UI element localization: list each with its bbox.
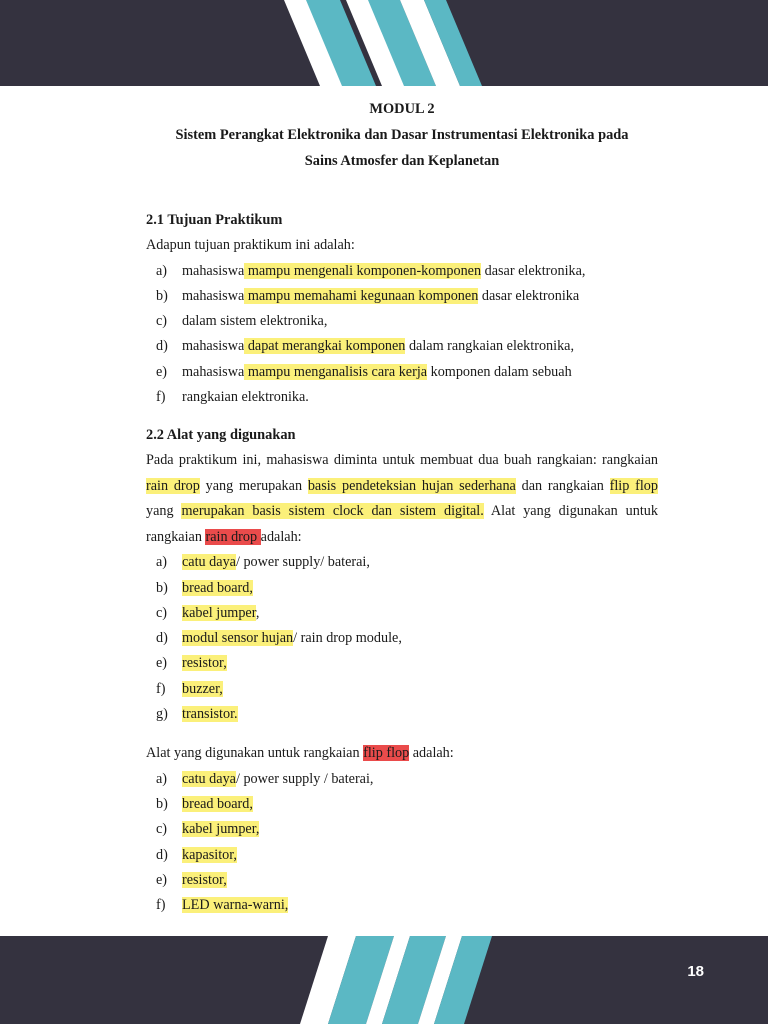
item-text-after: / rain drop module, xyxy=(293,630,402,647)
list-item xyxy=(146,284,658,309)
item-highlight: modul sensor hujan xyxy=(182,630,294,647)
section-2-1-intro: Adapun tujuan praktikum ini adalah: xyxy=(146,237,355,253)
list-item xyxy=(146,309,658,334)
item-text-after: , xyxy=(255,604,260,621)
item-text-after: dasar elektronika xyxy=(478,287,580,304)
para-highlight: rain drop xyxy=(146,477,200,494)
flip-flop-tools-list xyxy=(146,767,658,919)
item-highlight: LED warna-warni, xyxy=(182,897,289,914)
list-marker: f) xyxy=(156,897,166,914)
list-item xyxy=(146,702,658,727)
list-item xyxy=(146,792,658,817)
item-highlight: bread board, xyxy=(182,796,253,813)
item-text-after: dalam rangkaian elektronika, xyxy=(405,338,575,355)
item-highlight: resistor, xyxy=(182,655,227,672)
para-text: dan rangkaian xyxy=(515,477,610,494)
item-highlight: kapasitor, xyxy=(182,846,237,863)
item-text-after: / power supply/ baterai, xyxy=(235,554,370,571)
item-text: mahasiswa xyxy=(182,363,245,380)
page-content xyxy=(146,96,658,919)
list-marker: b) xyxy=(156,579,168,596)
item-highlight: mampu mengenali komponen-komponen xyxy=(244,262,482,279)
item-text-after: / power supply / baterai, xyxy=(235,770,374,787)
para-text: Pada praktikum ini, mahasiswa diminta untuk membuat dua buah rangkaian: rangkaian xyxy=(146,452,658,469)
header-band xyxy=(0,0,768,86)
list-marker: f) xyxy=(156,680,166,697)
item-highlight: mampu memahami kegunaan komponen xyxy=(244,287,479,304)
item-text: mahasiswa xyxy=(182,287,245,304)
para-red-highlight: flip flop xyxy=(363,745,410,762)
list-item xyxy=(146,626,658,651)
list-marker: e) xyxy=(156,363,168,380)
module-title-line1: MODUL 2 xyxy=(369,101,435,117)
item-text: mahasiswa xyxy=(182,338,245,355)
list-marker: d) xyxy=(156,630,168,647)
list-item xyxy=(146,868,658,893)
list-item xyxy=(146,576,658,601)
list-item xyxy=(146,550,658,575)
item-highlight: transistor. xyxy=(182,706,238,723)
item-highlight: bread board, xyxy=(182,579,253,596)
rain-drop-tools-list xyxy=(146,550,658,727)
footer-stripes-graphic xyxy=(0,936,768,1024)
item-text: dalam sistem elektronika, xyxy=(182,313,328,330)
list-marker: b) xyxy=(156,796,168,813)
list-marker: d) xyxy=(156,338,168,355)
list-item xyxy=(146,651,658,676)
list-marker: g) xyxy=(156,706,168,723)
objectives-list xyxy=(146,259,658,411)
list-item xyxy=(146,767,658,792)
footer-band xyxy=(0,936,768,1024)
list-item xyxy=(146,843,658,868)
list-item xyxy=(146,360,658,385)
item-text-after: komponen dalam sebuah xyxy=(427,363,572,380)
list-marker: c) xyxy=(156,821,168,838)
section-2-2-heading: 2.2 Alat yang digunakan xyxy=(146,427,296,444)
list-item xyxy=(146,817,658,842)
list-marker: e) xyxy=(156,872,168,889)
para-text: yang xyxy=(146,503,182,520)
module-title xyxy=(146,96,658,174)
para-text: yang merupakan xyxy=(199,477,308,494)
module-title-line2: Sistem Perangkat Elektronika dan Dasar Instrumentasi Elektronika pada xyxy=(175,127,629,143)
flip-flop-intro xyxy=(146,741,658,767)
para-red-highlight: rain drop xyxy=(205,528,261,545)
item-text-after: dasar elektronika, xyxy=(481,262,586,279)
list-item xyxy=(146,334,658,359)
para-highlight: basis pendeteksian hujan sederhana xyxy=(307,477,516,494)
para-text: Alat yang digunakan untuk rangkaian xyxy=(146,745,364,762)
list-marker: b) xyxy=(156,287,168,304)
list-marker: d) xyxy=(156,846,168,863)
list-item xyxy=(146,385,658,410)
para-text: adalah: xyxy=(260,528,302,545)
list-marker: c) xyxy=(156,604,168,621)
list-item xyxy=(146,259,658,284)
header-stripes-graphic xyxy=(0,0,768,86)
item-highlight: dapat merangkai komponen xyxy=(244,338,406,355)
section-2-2-paragraph xyxy=(146,448,658,550)
list-item xyxy=(146,893,658,918)
list-item xyxy=(146,601,658,626)
para-highlight: flip flop xyxy=(609,477,658,494)
list-marker: e) xyxy=(156,655,168,672)
item-highlight: kabel jumper xyxy=(182,604,256,621)
item-text: mahasiswa xyxy=(182,262,245,279)
list-marker: a) xyxy=(156,262,168,279)
item-highlight: catu daya xyxy=(182,770,236,787)
list-marker: f) xyxy=(156,388,166,405)
item-highlight: resistor, xyxy=(182,872,227,889)
list-marker: a) xyxy=(156,554,168,571)
para-text: adalah: xyxy=(409,745,454,762)
para-highlight: merupakan basis sistem clock dan sistem digital. xyxy=(181,503,484,520)
list-marker: c) xyxy=(156,313,168,330)
item-highlight: mampu menganalisis cara kerja xyxy=(244,363,428,380)
item-highlight: catu daya xyxy=(182,554,236,571)
page-number: 18 xyxy=(687,963,704,980)
item-text: rangkaian elektronika. xyxy=(182,388,309,405)
item-highlight: buzzer, xyxy=(182,680,223,697)
section-2-1-heading: 2.1 Tujuan Praktikum xyxy=(146,212,283,228)
para-text: Alat yang digunakan untuk rangkaian xyxy=(146,503,658,545)
list-marker: a) xyxy=(156,770,168,787)
item-highlight: kabel jumper, xyxy=(182,821,260,838)
list-item xyxy=(146,677,658,702)
module-title-line3: Sains Atmosfer dan Keplanetan xyxy=(304,153,500,169)
